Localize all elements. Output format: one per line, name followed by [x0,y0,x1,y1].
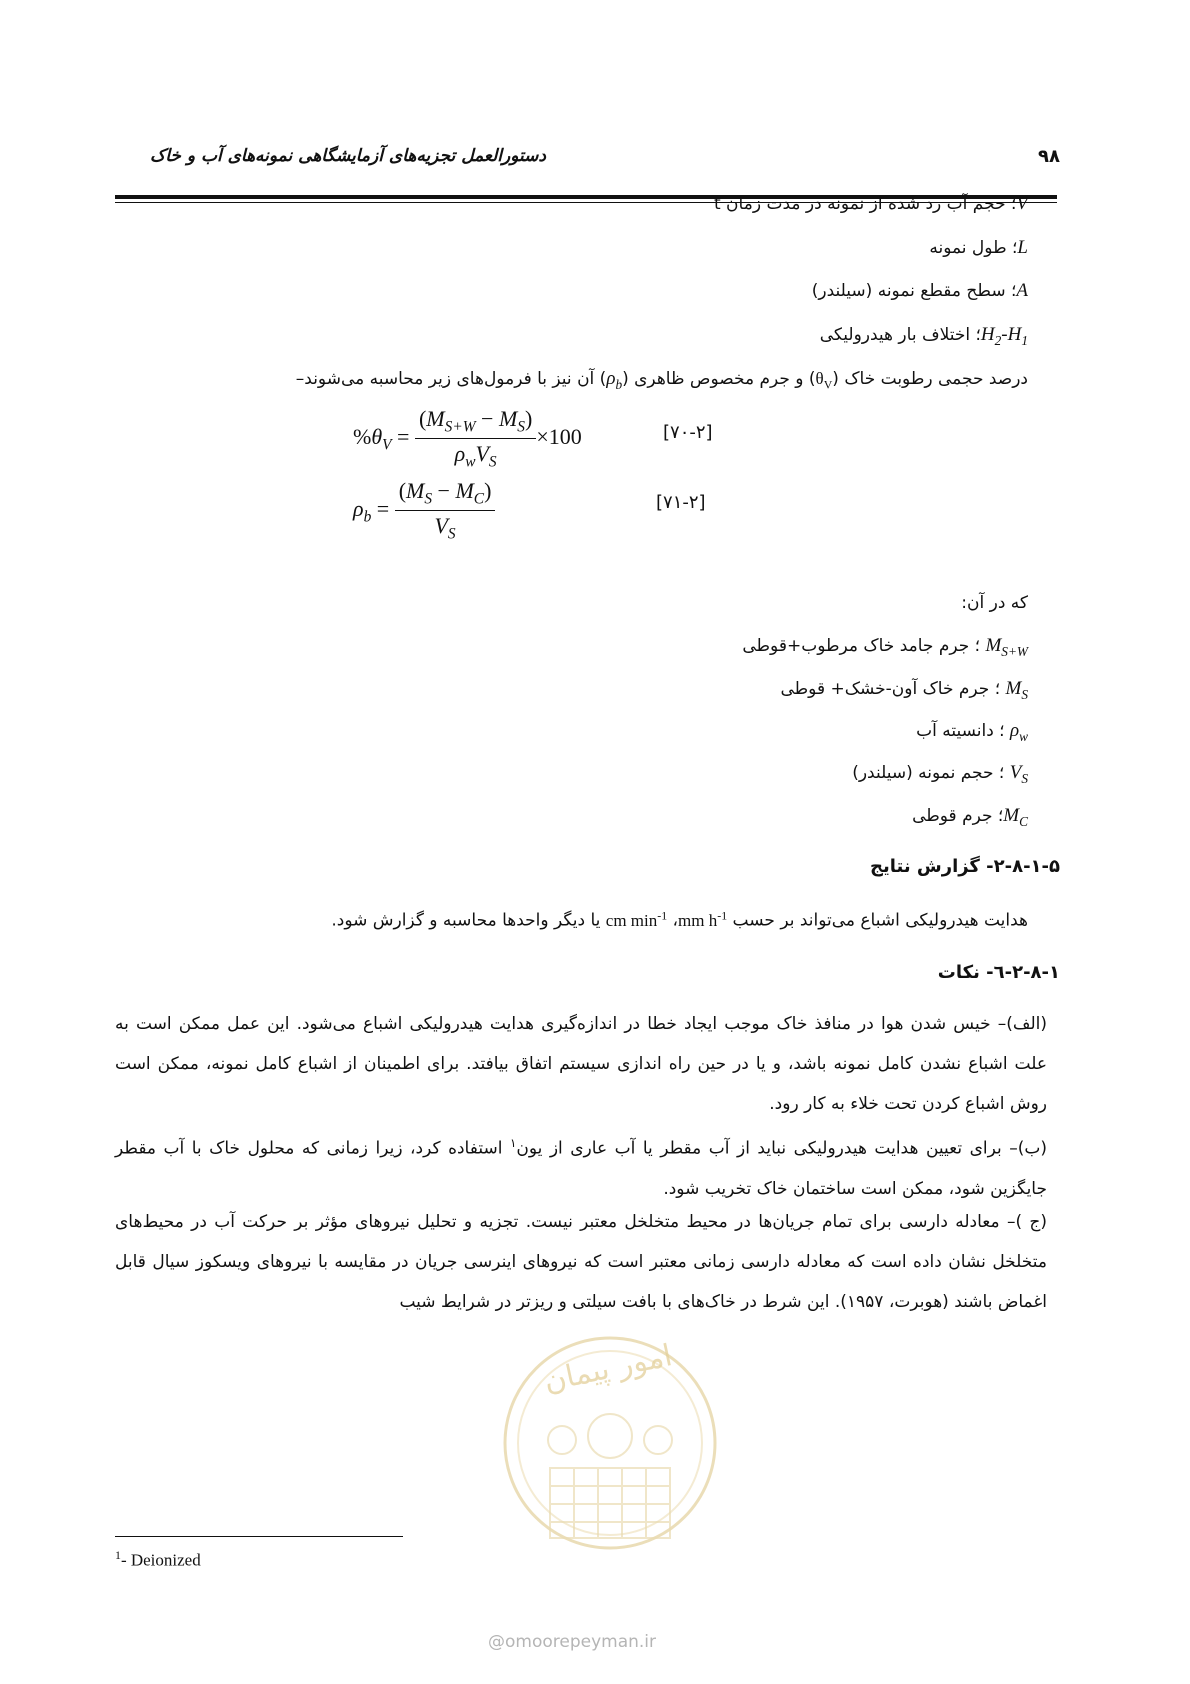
symbol-v: V [1016,193,1028,214]
symbol-l: L [1017,237,1028,258]
equation-lhs: $\%\theta_V$ = [353,423,410,454]
equation-lhs: $\rho_b$ = [353,495,390,526]
unit-mm-h: mm $h^{-1}$ [678,908,728,930]
equation-fraction: $\frac{(M_S - M_C)}{V_S}$ [395,478,496,544]
running-header-title: دستورالعمل تجزیه‌های آزمایشگاهی نمونه‌های آب و خاک [150,146,546,166]
equation-fraction: $\frac{(M_{S+W} - M_S)}{\rho_wV_S}$ [415,406,536,472]
watermark-at-icon: @ [488,1632,505,1652]
symbol-a: A [1016,280,1028,301]
equation-number-71-2: [۷۱-۲] [656,492,706,513]
equation-70-2 [353,406,582,472]
symbol-rho-w: $\rho_w$ [1010,720,1028,744]
symbol-ms-w: $M_{S+W}$ [985,635,1028,659]
note-item-a: (الف)– خیس شدن هوا در منافذ خاک موجب ایجاد خطا در اندازه‌گیری هدایت هیدرولیکی اشباع می‌شود. این عمل ممکن است به علت اشباع نشدن کامل نمونه باشد، و یا در حین راه اندازی سیستم اتفاق بیافتد. برای اطمینان از اشباع کامل نمونه، ممکن است روش اشباع کردن تحت خلاء به کار رود. [115,1014,1047,1114]
section-heading-notes: ۲-۸-۱-٦- نکات [937,962,1060,983]
definition-mc: $M_C؛$ جرم قوطی [912,805,1028,829]
results-paragraph: هدایت هیدرولیکی اشباع می‌تواند بر حسب mm $h^{-1}،$ cm $\min^{-1}$ یا دیگر واحدها محاسبه و گزارش شود. [331,908,1028,931]
note-item-c: (ج )– معادله دارسی برای تمام جریان‌ها در محیط متخلخل معتبر نیست. تجزیه و تحلیل نیروهای مؤثر بر حرکت آب در محیط‌های متخلخل نشان داده است که معادله دارسی زمانی معتبر است که نیروهای اینرسی جریان در مقایسه با نیروهای ویسکوز سیال قابل اغماض باشند (هوبرت، ۱۹۵۷). این شرط در خاک‌های با بافت سیلتی و ریزتر در شرایط شیب [115,1212,1048,1312]
definition-l: L؛ طول نمونه [929,237,1028,258]
watermark-logo [490,1318,730,1568]
symbol-ms: $M_S$ [1005,678,1028,702]
definition-a: A؛ سطح مقطع نمونه (سیلندر) [811,280,1028,301]
definition-vs: $V_S$ ؛ حجم نمونه (سیلندر) [852,762,1028,786]
rho-b-symbol: $\rho_b$ [606,368,623,392]
note-item-b: (ب)– برای تعیین هدایت هیدرولیکی نباید از آب مقطر یا آب عاری از یون$^۱$ استفاده کرد، زیرا زمانی که محلول خاک با آب مقطر جایگزین شود، ممکن است ساختمان خاک تخریب شود. [115,1136,1047,1199]
equation-number-70-2: [۷۰-۲] [663,422,713,443]
unit-cm-min: cm $\min^{-1}$ [605,908,668,930]
page-number: ۹۸ [1038,146,1060,167]
watermark-url: @omoorepeyman.ir [488,1632,657,1652]
footnote-marker: ۱ [509,1136,517,1150]
where-label: که در آن: [961,593,1028,613]
definition-ms: $M_S$ ؛ جرم خاک آون-خشک+ قوطی [780,678,1028,702]
equation-71-2 [353,478,495,544]
symbol-vs: $V_S$ [1009,762,1028,786]
note-label: (ب)– [1001,1138,1047,1159]
symbol-h2-h1: $H_2-H_1$ [980,324,1028,348]
definition-h: $H_2-H_1؛$ اختلاف بار هیدرولیکی [819,324,1028,348]
equation-multiplier: ×100 [536,423,582,449]
watermark-logo-text: امور پیمان [540,1338,676,1400]
definition-ms-w: $M_{S+W}$ ؛ جرم جامد خاک مرطوب+قوطی [742,635,1028,659]
definition-rho-w: $\rho_w$ ؛ دانسیته آب [916,720,1028,744]
intro-sentence: درصد حجمی رطوبت خاک $(\theta_V)$ و جرم مخصوص ظاهری $(\rho_b)$ آن نیز با فرمول‌های زیر محاسبه می‌شوند– [295,368,1028,392]
footnote: $^1$- Deionized [115,1548,201,1570]
footnote-rule [115,1536,403,1537]
note-label: (ج )– [999,1212,1048,1232]
symbol-mc: $M_C$ [1003,805,1028,829]
theta-v-symbol: $\theta_V$ [815,369,833,392]
section-heading-results: ۲-۸-۱-۵- گزارش نتایج [870,856,1060,877]
note-label: (الف)– [990,1014,1047,1034]
definition-v: V؛ حجم آب رد شده از نمونه در مدت زمان t [713,193,1028,214]
